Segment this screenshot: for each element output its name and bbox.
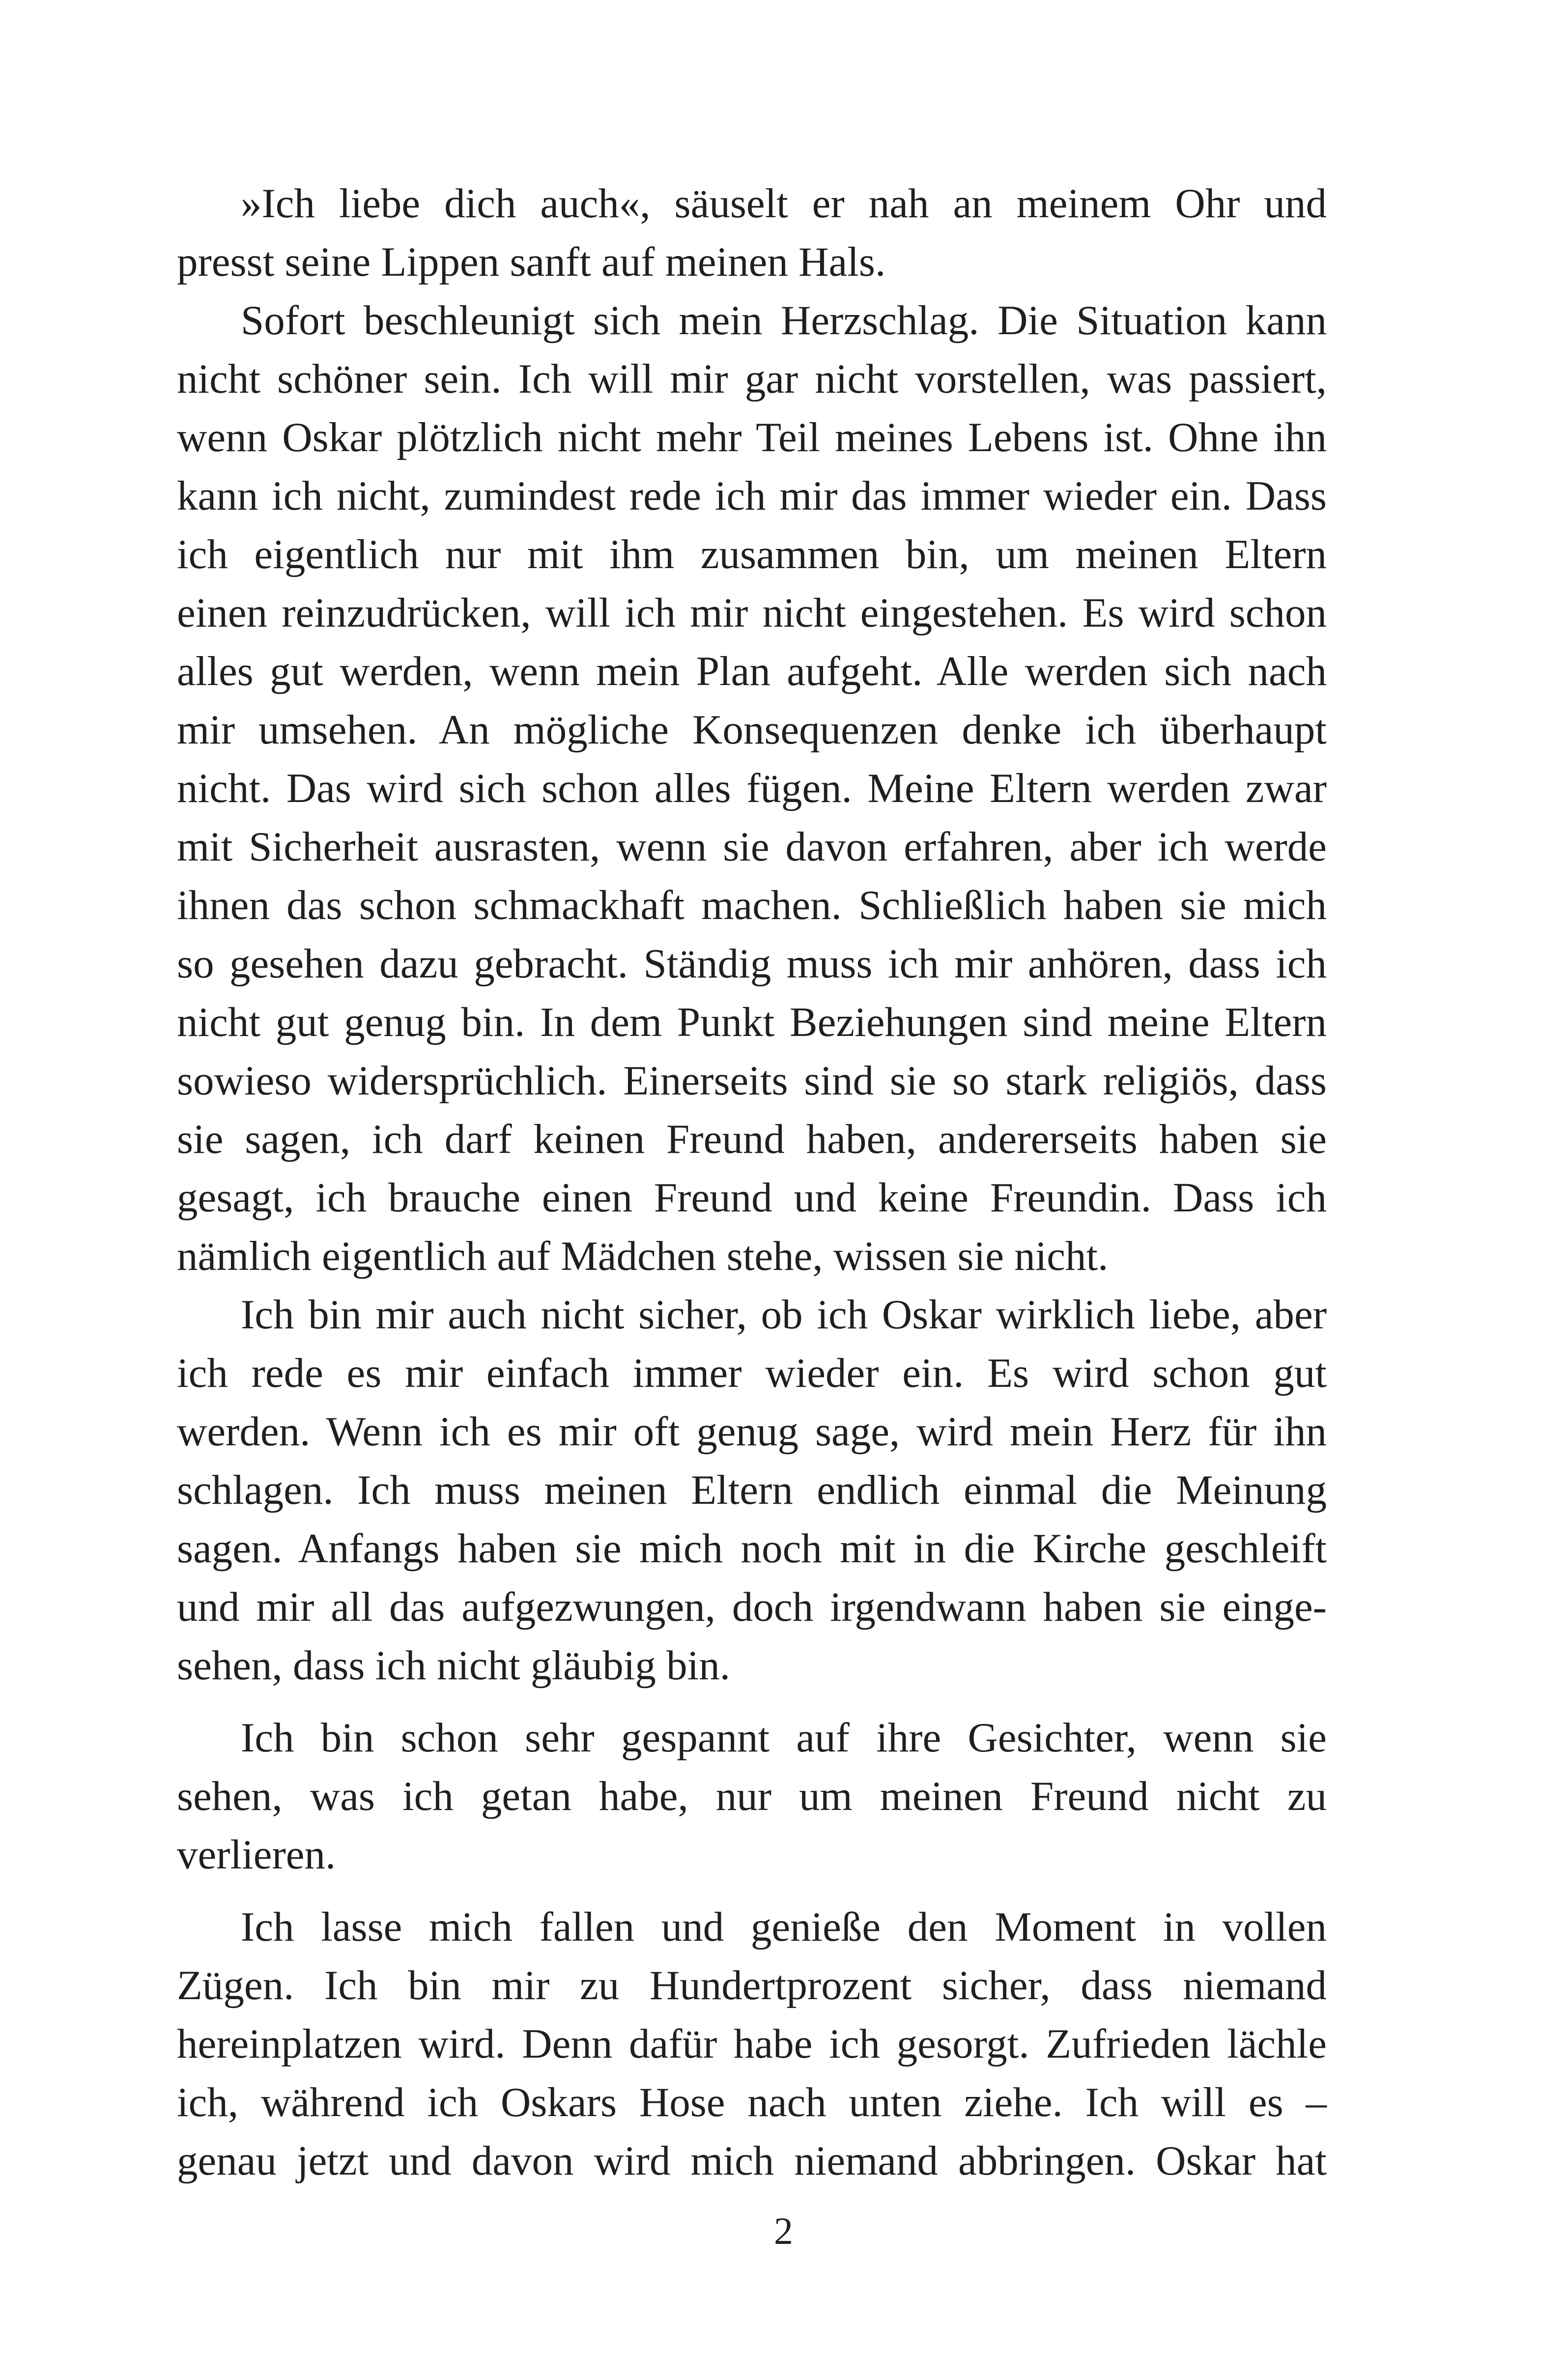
- body-text: [177, 174, 1327, 2190]
- text-line: genau jetzt und davon wird mich niemand abbringen. Oskar hat: [177, 2138, 1327, 2184]
- text-line: presst seine Lippen sanft auf meinen Hals.: [177, 239, 886, 285]
- text-line: Zügen. Ich bin mir zu Hundertprozent sicher, dass niemand: [177, 1962, 1327, 2008]
- text-line: ihnen das schon schmackhaft machen. Schließlich haben sie mich: [177, 882, 1327, 928]
- text-line: alles gut werden, wenn mein Plan aufgeht. Alle werden sich nach: [177, 648, 1327, 694]
- text-line: werden. Wenn ich es mir oft genug sage, wird mein Herz für ihn: [177, 1408, 1327, 1455]
- text-line: kann ich nicht, zumindest rede ich mir das immer wieder ein. Dass: [177, 473, 1327, 519]
- text-line: ich eigentlich nur mit ihm zusammen bin, um meinen Eltern: [177, 531, 1327, 577]
- text-line: gesagt, ich brauche einen Freund und keine Freundin. Dass ich: [177, 1175, 1327, 1221]
- text-line: ich, während ich Oskars Hose nach unten ziehe. Ich will es –: [177, 2079, 1327, 2125]
- text-line: sagen. Anfangs haben sie mich noch mit in die Kirche geschleift: [177, 1525, 1327, 1572]
- text-line: hereinplatzen wird. Denn dafür habe ich gesorgt. Zufrieden lächle: [177, 2021, 1327, 2067]
- text-line: ich rede es mir einfach immer wieder ein. Es wird schon gut: [177, 1350, 1327, 1396]
- text-line: nämlich eigentlich auf Mädchen stehe, wissen sie nicht.: [177, 1233, 1109, 1279]
- text-line: sowieso widersprüchlich. Einerseits sind sie so stark religiös, dass: [177, 1058, 1327, 1104]
- text-line: sehen, was ich getan habe, nur um meinen Freund nicht zu: [177, 1773, 1327, 1819]
- text-line: und mir all das aufgezwungen, doch irgendwann haben sie einge-: [177, 1584, 1327, 1630]
- paragraph-gap: [177, 1884, 1327, 1898]
- text-line: mir umsehen. An mögliche Konsequenzen denke ich überhaupt: [177, 707, 1327, 753]
- text-line: so gesehen dazu gebracht. Ständig muss ich mir anhören, dass ich: [177, 941, 1327, 987]
- page-number: 2: [774, 2209, 793, 2252]
- text-line: nicht gut genug bin. In dem Punkt Beziehungen sind meine Eltern: [177, 999, 1327, 1045]
- text-line: wenn Oskar plötzlich nicht mehr Teil meines Lebens ist. Ohne ihn: [177, 414, 1327, 460]
- text-line: Sofort beschleunigt sich mein Herzschlag. Die Situation kann: [241, 297, 1327, 344]
- text-line: sie sagen, ich darf keinen Freund haben, andererseits haben sie: [177, 1116, 1327, 1162]
- text-line: Ich bin mir auch nicht sicher, ob ich Oskar wirklich liebe, aber: [241, 1291, 1327, 1338]
- text-line: schlagen. Ich muss meinen Eltern endlich einmal die Meinung: [177, 1467, 1327, 1513]
- text-line: »Ich liebe dich auch«, säuselt er nah an meinem Ohr und: [241, 180, 1327, 227]
- text-line: sehen, dass ich nicht gläubig bin.: [177, 1642, 731, 1689]
- text-line: mit Sicherheit ausrasten, wenn sie davon erfahren, aber ich werde: [177, 824, 1327, 870]
- text-line: Ich lasse mich fallen und genieße den Moment in vollen: [241, 1904, 1327, 1950]
- text-line: einen reinzudrücken, will ich mir nicht eingestehen. Es wird schon: [177, 590, 1327, 636]
- text-line: Ich bin schon sehr gespannt auf ihre Gesichter, wenn sie: [241, 1715, 1327, 1761]
- text-line: nicht. Das wird sich schon alles fügen. Meine Eltern werden zwar: [177, 765, 1327, 811]
- paragraph-gap: [177, 1695, 1327, 1709]
- text-line: verlieren.: [177, 1832, 336, 1878]
- text-line: nicht schöner sein. Ich will mir gar nicht vorstellen, was passiert,: [177, 356, 1327, 402]
